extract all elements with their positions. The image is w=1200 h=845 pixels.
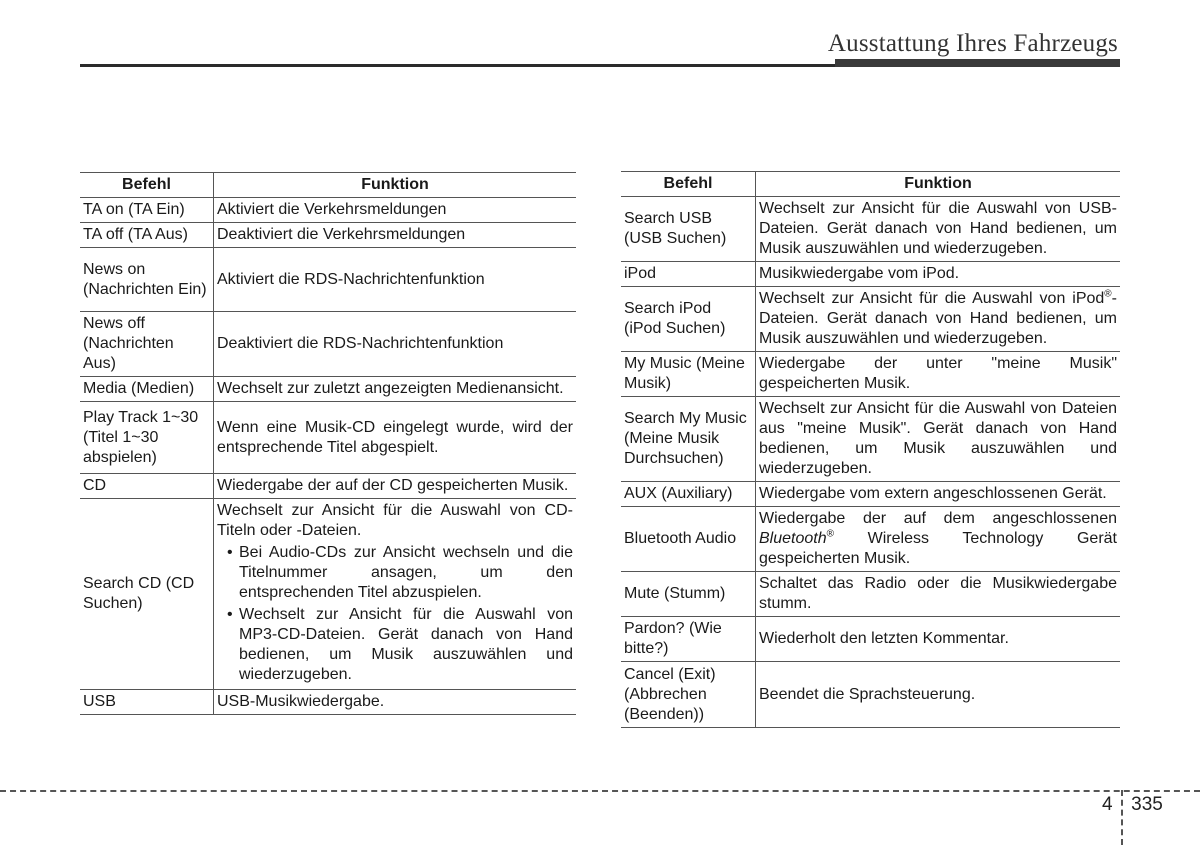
function-text: Wiedergabe der auf dem angeschlossenen [759, 510, 1117, 527]
function-cell: Deaktiviert die Verkehrsmeldungen [214, 223, 577, 248]
table-row [80, 248, 576, 312]
function-cell: Deaktiviert die RDS-Nachrichtenfunktion [214, 312, 577, 377]
column-header-command: Befehl [80, 173, 214, 198]
voice-command-table-left [80, 172, 576, 715]
command-cell: Search CD (CD Suchen) [80, 499, 214, 690]
command-cell: Bluetooth Audio [621, 507, 756, 572]
footer-divider [0, 790, 1200, 792]
table-header-row [80, 173, 576, 198]
table-row [80, 474, 576, 499]
function-text: Wechselt zur Ansicht für die Auswahl von CD-Titeln oder -Dateien. [217, 502, 573, 539]
command-cell: Search iPod (iPod Suchen) [621, 287, 756, 352]
command-cell: Play Track 1~30 (Titel 1~30 abspielen) [80, 402, 214, 474]
table-row [80, 377, 576, 402]
command-cell: News on (Nachrichten Ein) [80, 248, 214, 312]
function-cell: Aktiviert die RDS-Nachrichtenfunktion [214, 248, 577, 312]
function-text: Wireless Technology Gerät gespeicherten Musik. [759, 530, 1117, 567]
function-cell: Wiedergabe der auf der CD gespeicherten Musik. [214, 474, 577, 499]
command-cell: Pardon? (Wie bitte?) [621, 617, 756, 662]
registered-mark: ® [826, 528, 834, 540]
function-cell: Wiederholt den letzten Kommentar. [756, 617, 1121, 662]
table-row [80, 499, 576, 690]
command-cell: Media (Medien) [80, 377, 214, 402]
column-header-function: Funktion [756, 172, 1121, 197]
chapter-number: 4 [1102, 794, 1113, 815]
function-cell: Wenn eine Musik-CD eingelegt wurde, wird der entsprechende Titel abgespielt. [214, 402, 577, 474]
function-cell: Aktiviert die Verkehrsmeldungen [214, 198, 577, 223]
table-row [80, 312, 576, 377]
command-cell: News off (Nachrichten Aus) [80, 312, 214, 377]
function-cell: Wechselt zur zuletzt angezeigten Medienansicht. [214, 377, 577, 402]
list-item: • Bei Audio-CDs zur Ansicht wechseln und die Titelnummer ansagen, um den entsprechenden Titel abzuspielen. [239, 543, 573, 603]
column-header-function: Funktion [214, 173, 577, 198]
command-cell: TA on (TA Ein) [80, 198, 214, 223]
function-cell [756, 507, 1121, 572]
command-cell: Search My Music (Meine Musik Durchsuchen) [621, 397, 756, 482]
page-header-title: Ausstattung Ihres Fahrzeugs [827, 30, 1118, 57]
table-row [621, 352, 1120, 397]
column-header-command: Befehl [621, 172, 756, 197]
command-cell: USB [80, 690, 214, 715]
function-cell [214, 499, 577, 690]
page-index: 335 [1131, 794, 1163, 815]
function-cell: Wiedergabe der unter "meine Musik" gespeicherten Musik. [756, 352, 1121, 397]
table-row [80, 198, 576, 223]
command-cell: Search USB (USB Suchen) [621, 197, 756, 262]
table-row [80, 223, 576, 248]
function-cell: Wiedergabe vom extern angeschlossenen Gerät. [756, 482, 1121, 507]
table-row [621, 617, 1120, 662]
function-cell: Beendet die Sprachsteuerung. [756, 662, 1121, 728]
table-row [80, 402, 576, 474]
command-cell: AUX (Auxiliary) [621, 482, 756, 507]
function-text: -Dateien. Gerät danach von Hand bedienen, um Musik auszuwählen und wiederzugeben. [759, 290, 1117, 347]
table-row [621, 197, 1120, 262]
function-text: Wechselt zur Ansicht für die Auswahl von iPod [759, 290, 1105, 307]
page-number [1102, 794, 1163, 816]
command-cell: Mute (Stumm) [621, 572, 756, 617]
command-cell: iPod [621, 262, 756, 287]
command-cell: Cancel (Exit) (Abbrechen (Beenden)) [621, 662, 756, 728]
list-item: • Wechselt zur Ansicht für die Auswahl von MP3-CD-Dateien. Gerät danach von Hand bedienen, um Musik auszuwählen und wiederzugeben. [239, 605, 573, 685]
table-row [621, 397, 1120, 482]
command-cell: My Music (Meine Musik) [621, 352, 756, 397]
function-cell: USB-Musikwiedergabe. [214, 690, 577, 715]
table-row [621, 507, 1120, 572]
table-row [621, 572, 1120, 617]
voice-command-table-right [621, 171, 1120, 728]
table-header-row [621, 172, 1120, 197]
function-cell: Schaltet das Radio oder die Musikwiedergabe stumm. [756, 572, 1121, 617]
header-rule-accent [835, 59, 1120, 67]
table-row [80, 690, 576, 715]
bluetooth-wordmark: Bluetooth [759, 530, 827, 547]
table-row [621, 262, 1120, 287]
table-row [621, 482, 1120, 507]
function-cell: Wechselt zur Ansicht für die Auswahl von Dateien aus "meine Musik". Gerät danach von Hand bedienen, um Musik auszuwählen und wiederzugeben. [756, 397, 1121, 482]
table-row [621, 287, 1120, 352]
command-cell: CD [80, 474, 214, 499]
bullet-list [217, 543, 573, 685]
function-cell: Wechselt zur Ansicht für die Auswahl von USB-Dateien. Gerät danach von Hand bedienen, um Musik auszuwählen und wiederzugeben. [756, 197, 1121, 262]
table-row [621, 662, 1120, 728]
command-cell: TA off (TA Aus) [80, 223, 214, 248]
registered-mark: ® [1104, 288, 1112, 300]
function-cell: Musikwiedergabe vom iPod. [756, 262, 1121, 287]
function-cell [756, 287, 1121, 352]
